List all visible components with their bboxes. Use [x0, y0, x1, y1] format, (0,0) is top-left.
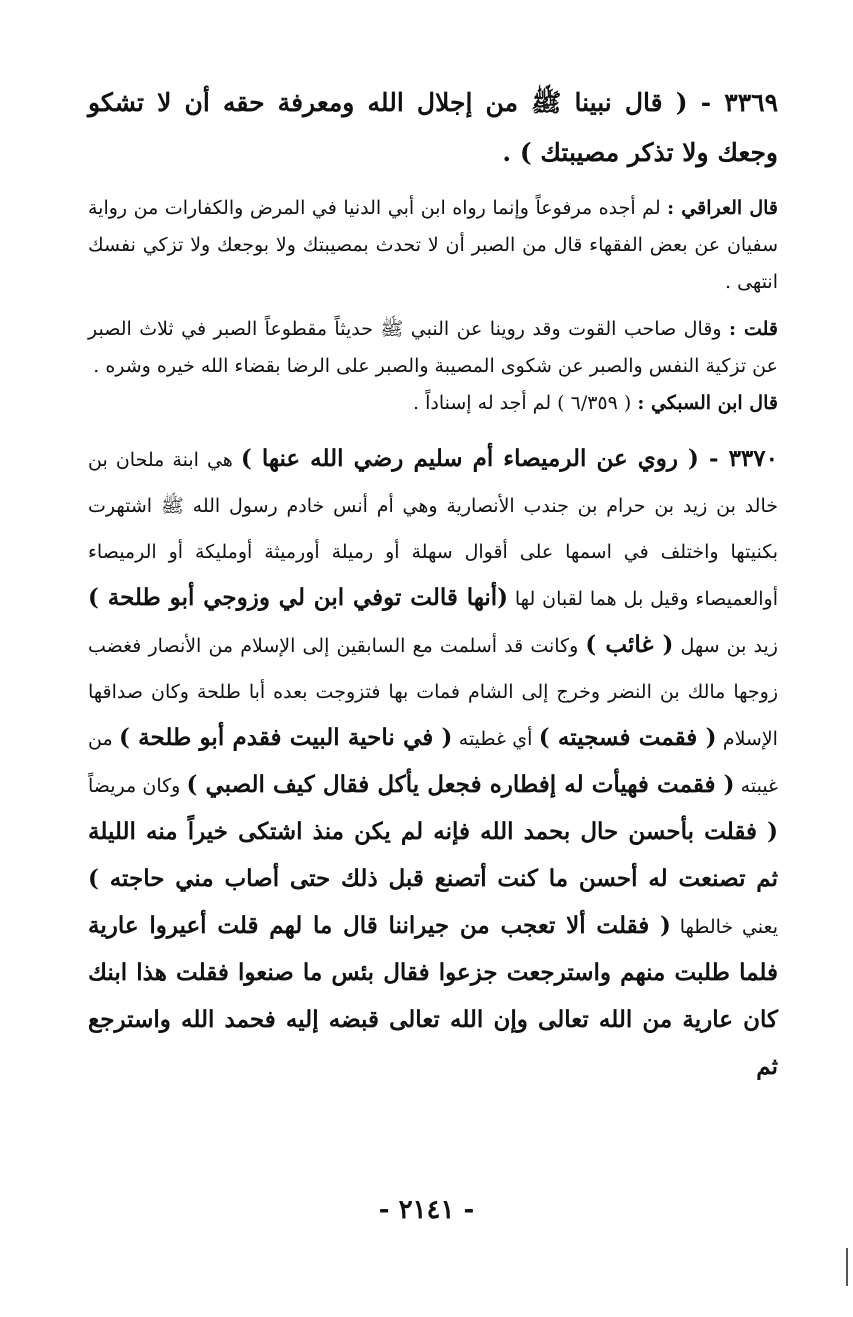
iraqi-text: لم أجده مرفوعاً وإنما رواه ابن أبي الدنيا في المرض والكفارات من رواية سفيان عن بعض الفقهاء قال من الصبر أن لا تحدث بمصيبتك ولا بوجعك ولا تزكي نفسك انتهى .	[88, 197, 778, 293]
entry-3370-quote-7: ( فقلت ألا تعجب من جيراننا قال ما لهم قلت أعيروا عارية فلما طلبت منهم واسترجعت جزعوا فقال بئس ما صنعوا فقلت هذا ابنك كان عارية من الله تعالى وإن الله تعالى قبضه إليه فحمد الله واسترجع ثم	[88, 912, 778, 1080]
entry-3369-heading: ٣٣٦٩ - ( قال نبينا ﷺ من إجلال الله ومعرفة حقه أن لا تشكو وجعك ولا تذكر مصيبتك ) .	[88, 88, 778, 167]
iraqi-note	[88, 190, 778, 301]
subki-label: قال ابن السبكي :	[637, 392, 778, 414]
entry-3370-quote-4: ( في ناحية البيت فقدم أبو طلحة )	[118, 724, 453, 751]
entry-3370-heading: ٣٣٧٠ - ( روي عن الرميصاء أم سليم رضي الله عنها )	[240, 445, 778, 472]
entry-3370-text-1: هي ابنة ملحان بن خالد بن زيد بن حرام بن جندب الأنصارية وهي أم أنس خادم رسول الله ﷺ اشتهرت بكنيتها واختلف في اسمها على أقوال سهلة أو رميلة أورميثة أومليكة أو الرميصاء أوالعميصاء وقيل بل هما لقبان لها	[88, 449, 778, 610]
qultu-note	[88, 311, 778, 385]
entry-3370-text-3: وكانت قد أسلمت مع السابقين إلى الإسلام من الأنصار فغضب زوجها مالك بن النضر وخرج إلى الشام فمات بها فتزوجت بعده أبا طلحة وكان صداقها الإسلام	[88, 635, 778, 750]
entry-3370-quote-5: ( فقمت فهيأت له إفطاره فجعل يأكل فقال كيف الصبي )	[186, 771, 735, 798]
entry-3370-body	[88, 436, 778, 1091]
entry-3370-text-2: زيد بن سهل	[680, 635, 778, 657]
entry-3370-text-7: يعني خالطها	[679, 916, 778, 938]
scan-edge-mark	[846, 1248, 848, 1286]
page-body	[88, 78, 778, 1091]
entry-3370-quote-6: ( فقلت بأحسن حال بحمد الله فإنه لم يكن منذ اشتكى خيراً منه الليلة ثم تصنعت له أحسن ما كنت أتصنع قبل ذلك حتى أصاب مني حاجته )	[88, 818, 778, 892]
subki-text: ( ٦/٣٥٩ ) لم أجد له إسناداً .	[413, 392, 632, 414]
qultu-label: قلت :	[728, 318, 778, 340]
entry-3370-quote-2: ( غائب )	[585, 631, 674, 658]
entry-3370-quote-1: (أنها قالت توفي ابن لي وزوجي أبو طلحة )	[88, 584, 508, 611]
entry-3370-text-4: أي غطيته	[458, 728, 533, 750]
entry-3370-text-5: من غيبته	[88, 728, 778, 797]
entry-3370-quote-3: ( فقمت فسجيته )	[538, 724, 717, 751]
page-number: - ٢١٤١ -	[378, 1195, 475, 1225]
qultu-text: وقال صاحب القوت وقد روينا عن النبي ﷺ حديثاً مقطوعاً الصبر في ثلاث الصبر عن تزكية النفس والصبر عن شكوى المصيبة والصبر على الرضا بقضاء الله خيره وشره .	[88, 318, 778, 377]
iraqi-label: قال العراقي :	[667, 197, 778, 219]
entry-3370-text-6: وكان مريضاً	[88, 775, 181, 797]
subki-note	[88, 385, 778, 422]
